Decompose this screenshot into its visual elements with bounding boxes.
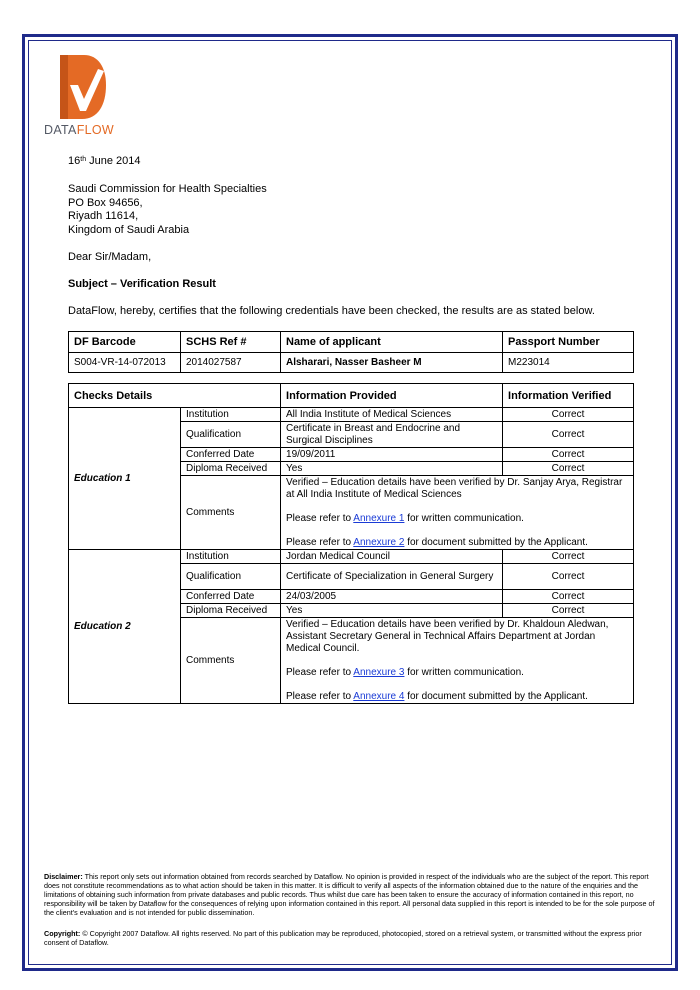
column-header: Name of applicant [281, 332, 503, 353]
check-label: Conferred Date [181, 448, 281, 462]
check-label: Institution [181, 550, 281, 564]
annexure-4-link[interactable]: Annexure 4 [353, 691, 405, 702]
disclaimer: Disclaimer: This report only sets out information obtained from records searched by Dataflow. No opinion is provided in respect of the individuals who are the subject of the report. This report does not constitute recommendations as to what action should be taken in this matter. It is difficult to verify all aspects of the information obtained due to the nature of the enquiries and the limitations of obtaining such information from private databases and public records. Thus whilst due care has been taken to ensure the accuracy of information contained in this report, no responsibility will be taken by Dataflow for the consequences of relying upon information contained in this report. All personal data supplied in this report is intended to be for the sole purpose of the client's evaluation and is not intended for public dissemination. [44, 872, 655, 917]
check-verified: Correct [503, 408, 634, 422]
check-label: Qualification [181, 422, 281, 448]
dataflow-checkmark-icon [58, 55, 106, 119]
logo-wordmark: DATAFLOW [44, 123, 114, 137]
column-header: Information Provided [281, 384, 503, 408]
check-provided: Certificate of Specialization in General Surgery [281, 564, 503, 590]
column-header: SCHS Ref # [181, 332, 281, 353]
passport-cell: M223014 [503, 353, 634, 373]
column-header: DF Barcode [69, 332, 181, 353]
comment-text: Verified – Education details have been verified by Dr. Sanjay Arya, Registrar at All India Institute of Medical Sciences [286, 477, 623, 500]
applicant-name-cell: Alsharari, Nasser Basheer M [281, 353, 503, 373]
checks-table [68, 383, 634, 704]
section-label-education-2: Education 2 [69, 550, 181, 704]
comments-cell [281, 476, 634, 550]
address-line: Riyadh 11614, [68, 210, 139, 222]
salutation: Dear Sir/Madam, [68, 251, 152, 263]
check-provided: Jordan Medical Council [281, 550, 503, 564]
reference-line: Please refer to Annexure 3 for written communication. [286, 667, 524, 678]
comment-text: Verified – Education details have been verified by Dr. Khaldoun Aledwan, Assistant Secretary General in Technical Affairs Department at Jordan Medical Council. [286, 619, 609, 654]
column-header: Passport Number [503, 332, 634, 353]
check-provided: Yes [281, 462, 503, 476]
comments-cell [281, 618, 634, 704]
check-label: Conferred Date [181, 590, 281, 604]
check-label: Institution [181, 408, 281, 422]
recipient-address [68, 183, 267, 237]
schs-ref-cell: 2014027587 [181, 353, 281, 373]
copyright-notice: Copyright: © Copyright 2007 Dataflow. All rights reserved. No part of this publication may be reproduced, photocopied, stored on a retrieval system, or transmitted without the express prior consent of Dataflow. [44, 929, 642, 947]
column-header: Information Verified [503, 384, 634, 408]
annexure-1-link[interactable]: Annexure 1 [353, 513, 405, 524]
check-provided: 24/03/2005 [281, 590, 503, 604]
check-verified: Correct [503, 550, 634, 564]
intro-paragraph: DataFlow, hereby, certifies that the following credentials have been checked, the results are as stated below. [68, 305, 595, 317]
check-verified: Correct [503, 422, 634, 448]
subject-line: Subject – Verification Result [68, 278, 216, 290]
column-header: Checks Details [69, 384, 281, 408]
dataflow-logo [44, 55, 124, 145]
check-verified: Correct [503, 604, 634, 618]
check-provided: Certificate in Breast and Endocrine and Surgical Disciplines [281, 422, 503, 448]
check-label: Comments [181, 476, 281, 550]
check-verified: Correct [503, 448, 634, 462]
check-verified: Correct [503, 590, 634, 604]
reference-line: Please refer to Annexure 1 for written communication. [286, 513, 524, 524]
check-label: Diploma Received [181, 604, 281, 618]
check-provided: All India Institute of Medical Sciences [281, 408, 503, 422]
applicant-table [68, 331, 634, 373]
letter-date: 16th June 2014 [68, 155, 141, 167]
reference-line: Please refer to Annexure 4 for document submitted by the Applicant. [286, 691, 588, 702]
check-provided: 19/09/2011 [281, 448, 503, 462]
check-label: Diploma Received [181, 462, 281, 476]
address-line: PO Box 94656, [68, 196, 143, 209]
annexure-2-link[interactable]: Annexure 2 [353, 537, 405, 548]
check-provided: Yes [281, 604, 503, 618]
check-label: Qualification [181, 564, 281, 590]
section-label-education-1: Education 1 [69, 408, 181, 550]
check-verified: Correct [503, 462, 634, 476]
address-line: Kingdom of Saudi Arabia [68, 223, 190, 236]
barcode-cell: S004-VR-14-072013 [69, 353, 181, 373]
address-line: Saudi Commission for Health Specialties [68, 183, 267, 195]
annexure-3-link[interactable]: Annexure 3 [353, 667, 405, 678]
check-verified: Correct [503, 564, 634, 590]
check-label: Comments [181, 618, 281, 704]
reference-line: Please refer to Annexure 2 for document submitted by the Applicant. [286, 537, 588, 548]
